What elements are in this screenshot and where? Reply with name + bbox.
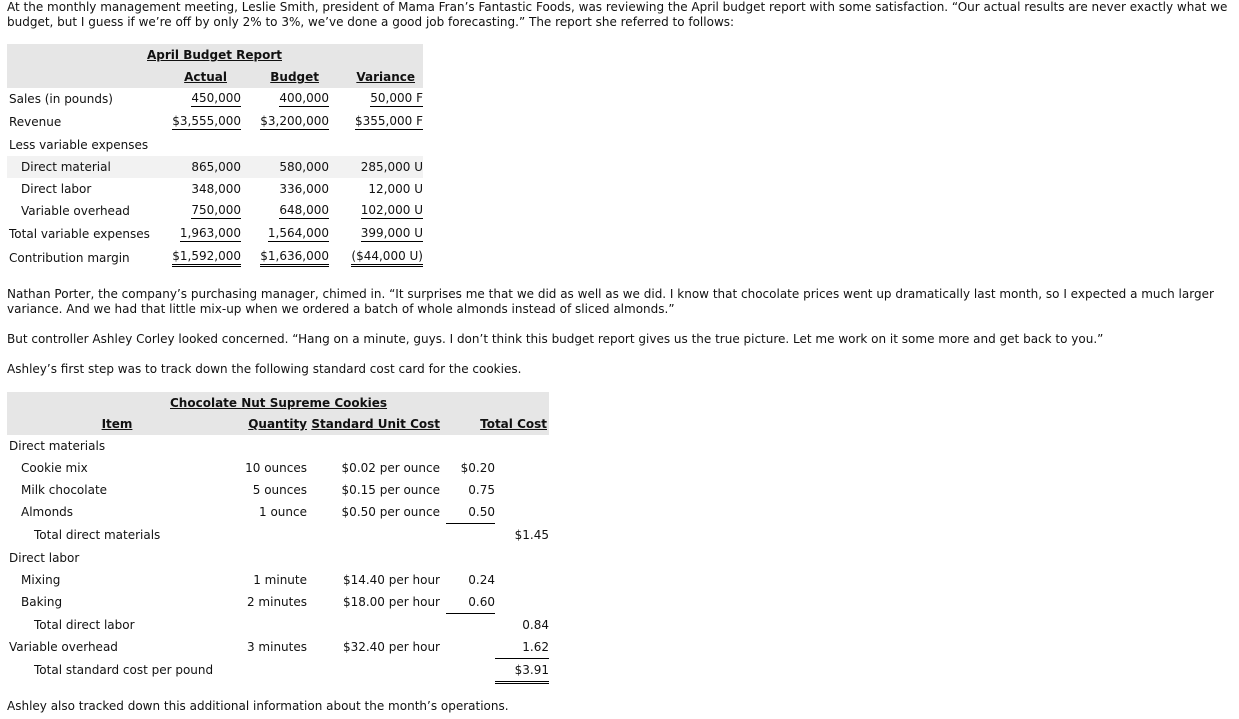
cell: $1.45 [514, 528, 549, 542]
cell: 0.84 [522, 617, 549, 632]
cell: 1 ounce [259, 505, 307, 519]
cell: 1 minute [253, 573, 307, 587]
row-label: Direct labor [21, 182, 92, 196]
intro-paragraph: At the monthly management meeting, Leslie Smith, president of Mama Fran’s Fantastic Foods, was reviewing the April budget report with some satisfaction. “Our actual results are never exactly what we budget, but I guess if we’re off by only 2% to 3%, we’ve done a good job forecasting.” The report she referred to follows: [7, 0, 1228, 29]
purchasing-paragraph: Nathan Porter, the company’s purchasing manager, chimed in. “It surprises me that we did as well as we did. I know that chocolate prices went up dramatically last month, so I expected a much larger variance. And we had that little mix-up when we ordered a batch of whole almonds instead of sliced almonds.” [7, 287, 1214, 316]
cell: 1,963,000 [179, 226, 241, 240]
cell: 0.24 [468, 573, 495, 587]
budget-report-table [7, 44, 423, 270]
cell: $1,636,000 [260, 249, 329, 267]
cell: 50,000 F [370, 91, 423, 105]
cost-card-table [7, 392, 549, 684]
cell: $355,000 F [355, 114, 423, 128]
row-item: Direct materials [9, 439, 106, 453]
row-item: Total direct materials [34, 528, 161, 542]
col-unit-cost: Standard Unit Cost [307, 413, 446, 435]
cell: $14.40 per hour [342, 573, 440, 587]
cell: 450,000 [191, 91, 241, 105]
col-item: Item [7, 413, 227, 435]
cell: 648,000 [279, 203, 329, 217]
additional-info-paragraph: Ashley also tracked down this additional information about the month’s operations. [7, 699, 509, 713]
row-label: Contribution margin [9, 251, 130, 265]
row-item: Variable overhead [9, 640, 118, 654]
row-label: Total variable expenses [9, 227, 150, 241]
row-label: Sales (in pounds) [9, 92, 113, 106]
col-quantity: Quantity [227, 413, 307, 435]
cell: ($44,000 U) [351, 249, 423, 267]
cell: $0.50 per ounce [341, 505, 440, 519]
row-label: Direct material [7, 156, 169, 178]
col-budget: Budget [241, 66, 329, 88]
col-actual: Actual [169, 66, 241, 88]
cell: 3 minutes [246, 640, 307, 654]
controller-paragraph: But controller Ashley Corley looked concerned. “Hang on a minute, guys. I don’t think this budget report gives us the true picture. Let me work on it some more and get back to you.” [7, 332, 1104, 346]
cell: 102,000 U [360, 203, 423, 217]
row-item: Mixing [21, 573, 61, 587]
cell: $3,555,000 [172, 114, 241, 128]
row-item: Baking [21, 595, 63, 609]
cell: 5 ounces [252, 483, 307, 497]
cell: 0.60 [446, 591, 495, 613]
row-item: Direct labor [9, 551, 80, 565]
row-item: Almonds [21, 505, 74, 519]
budget-title: April Budget Report [169, 44, 423, 66]
cell: 336,000 [279, 182, 329, 196]
row-label: Less variable expenses [9, 138, 149, 152]
cell: 400,000 [279, 91, 329, 105]
cell: 399,000 U [360, 226, 423, 240]
cell: $0.15 per ounce [341, 483, 440, 497]
col-variance: Variance [329, 66, 423, 88]
col-total-cost: Total Cost [446, 413, 549, 435]
row-label: Variable overhead [21, 204, 130, 218]
cell: $18.00 per hour [342, 595, 440, 609]
row-label: Revenue [9, 115, 62, 129]
cell: 1,564,000 [267, 226, 329, 240]
row-item: Total direct labor [34, 617, 135, 632]
row-item: Cookie mix [21, 461, 88, 475]
cell: 285,000 U [329, 156, 423, 178]
cell: 348,000 [191, 182, 241, 196]
cell: 750,000 [191, 203, 241, 217]
cost-card-title: Chocolate Nut Supreme Cookies [227, 392, 549, 413]
cell: 580,000 [241, 156, 329, 178]
row-item: Total standard cost per pound [34, 663, 214, 677]
cell: 0.50 [446, 501, 495, 523]
cell: $0.02 per ounce [341, 461, 440, 475]
cell: $1,592,000 [172, 249, 241, 267]
row-item: Milk chocolate [21, 483, 108, 497]
cell: 12,000 U [368, 182, 423, 196]
cell: 1.62 [495, 636, 549, 658]
cost-card-intro: Ashley’s first step was to track down the following standard cost card for the cookies. [7, 362, 522, 376]
cell: $3,200,000 [260, 114, 329, 128]
cell: $3.91 [495, 658, 549, 682]
cell: 10 ounces [245, 461, 307, 475]
cell: $0.20 [460, 461, 495, 475]
cell: 2 minutes [246, 595, 307, 609]
cell: 0.75 [468, 483, 495, 497]
cell: 865,000 [169, 156, 241, 178]
cell: $32.40 per hour [342, 640, 440, 654]
